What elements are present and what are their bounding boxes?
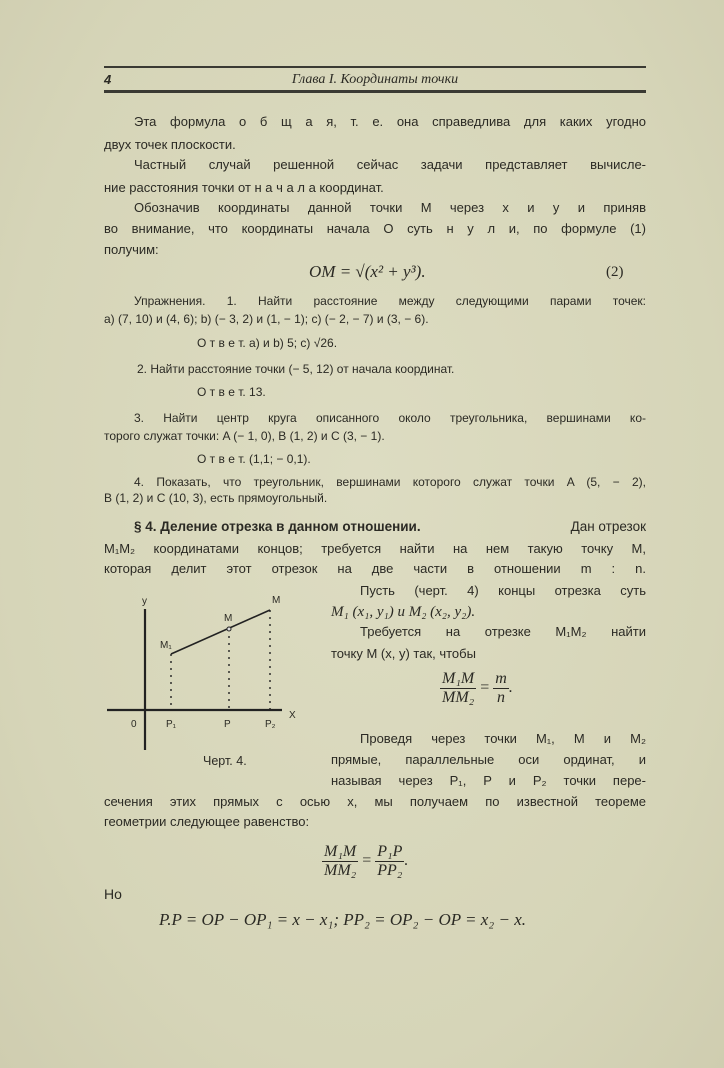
x-axis-label: X [289, 710, 296, 721]
exercise-line: a) (7, 10) и (4, 6); b) (− 3, 2) и (1, − 1); c) (− 2, − 7) и (3, − 6). [104, 312, 429, 326]
running-header [104, 71, 646, 88]
exercise-line: 4. Показать, что треугольник, вершинами которого служат точки A (5, − 2), [134, 475, 646, 489]
p-label: P [224, 719, 231, 730]
text-line: получим: [104, 242, 159, 257]
denominator: PP₂ [377, 862, 403, 879]
answer-3: О т в е т. (1,1; − 0,1). [197, 452, 311, 466]
page-number: 4 [104, 72, 112, 87]
denominator: MM₂ [324, 862, 357, 879]
origin-label: 0 [131, 719, 137, 730]
text-line: которая делит этот отрезок на две части в отношении m : n. [104, 561, 646, 576]
ratio-formula-2: $\frac{\text{M₁M}}{\text{MM₂}}$ = $\frac{\text{P₁P}}{\text{PP₂}}$ . [324, 843, 409, 879]
text-line: геометрии следующее равенство: [104, 814, 310, 829]
numerator: M₁M [324, 843, 357, 860]
text-line: двух точек плоскости. [104, 137, 236, 152]
p2-label: P₂ [265, 719, 276, 730]
denominator: MM₂ [442, 689, 475, 706]
text-line: сечения этих прямых с осью x, мы получаем по известной теореме [104, 794, 646, 809]
text-line: Частный случай решенной сейчас задачи представляет вычисле- [134, 157, 646, 172]
text-line: точку M (x, y) так, чтобы [331, 646, 476, 661]
text-line: Пусть (черт. 4) концы отрезка суть [360, 583, 646, 598]
y-axis-label: y [142, 596, 147, 607]
numerator: P₁P [377, 843, 403, 860]
text-line: Но [104, 886, 122, 902]
section-heading: § 4. Деление отрезка в данном отношении. [134, 519, 421, 534]
segment-m1-m2 [171, 610, 270, 654]
text-line: во внимание, что координаты начала O суть н у л и, по формуле (1) [104, 221, 646, 236]
section-4-first-line [134, 518, 646, 536]
exercise-line: торого служат точки: A (− 1, 0), B (1, 2) и C (3, − 1). [104, 429, 385, 443]
exercise-line: 3. Найти центр круга описанного около треугольника, вершинами ко- [134, 411, 646, 425]
exercise-line: B (1, 2) и C (10, 3), есть прямоугольный. [104, 491, 328, 505]
point-m [227, 627, 231, 631]
exercise-line: Упражнения. 1. Найти расстояние между следующими парами точек: [134, 294, 646, 308]
numerator: M₁M [442, 670, 475, 687]
text-line: Требуется на отрезке M₁M₂ найти [360, 624, 646, 639]
exercise-line: 2. Найти расстояние точки (− 5, 12) от начала координат. [137, 362, 455, 376]
header-bottom-rule [104, 90, 646, 93]
answer-1: О т в е т. a) и b) 5; c) √26. [197, 336, 338, 350]
text-line: ние расстояния точки от н а ч а л а координат. [104, 180, 384, 195]
text-line: M₁ (x₁, y₁) и M₂ (x₂, y₂). [331, 604, 476, 620]
text-line: M₁M₂ координатами концов; требуется найти на нем такую точку M, [104, 541, 646, 556]
chapter-title: Глава I. Координаты точки [291, 72, 459, 87]
text-line: Эта формула о б щ а я, т. е. она справедлива для каких угодно [134, 114, 646, 129]
figure-4-diagram [100, 590, 305, 755]
text-line: прямые, параллельные оси ординат, и [331, 752, 646, 767]
text-line: называя через P₁, P и P₂ точки пере- [331, 773, 646, 788]
m2-label: M [272, 595, 281, 606]
p1-label: P₁ [166, 719, 177, 730]
text-segment: Дан отрезок [570, 519, 646, 534]
formula-2: OM = √(x² + y³). [309, 262, 426, 281]
answer-2: О т в е т. 13. [197, 385, 266, 399]
equation-number: (2) [606, 264, 624, 280]
figure-caption: Черт. 4. [203, 754, 247, 768]
header-top-rule [104, 66, 646, 68]
ratio-formula-1: $\frac{\text{M₁M}}{\text{MM₂}}$ = $\frac{m}{n}$ . [442, 670, 513, 706]
denominator: n [497, 689, 506, 706]
m-label: M [224, 613, 233, 624]
text-line: Проведя через точки M₁, M и M₂ [360, 731, 646, 746]
text-line: Обозначив координаты данной точки M через x и y и приняв [134, 200, 646, 215]
numerator: m [495, 670, 507, 687]
final-formula: P.P = OP − OP₁ = x − x₁; PP₂ = OP₂ − OP = x₂ − x. [159, 910, 526, 929]
m1-label: M₁ [160, 640, 172, 651]
